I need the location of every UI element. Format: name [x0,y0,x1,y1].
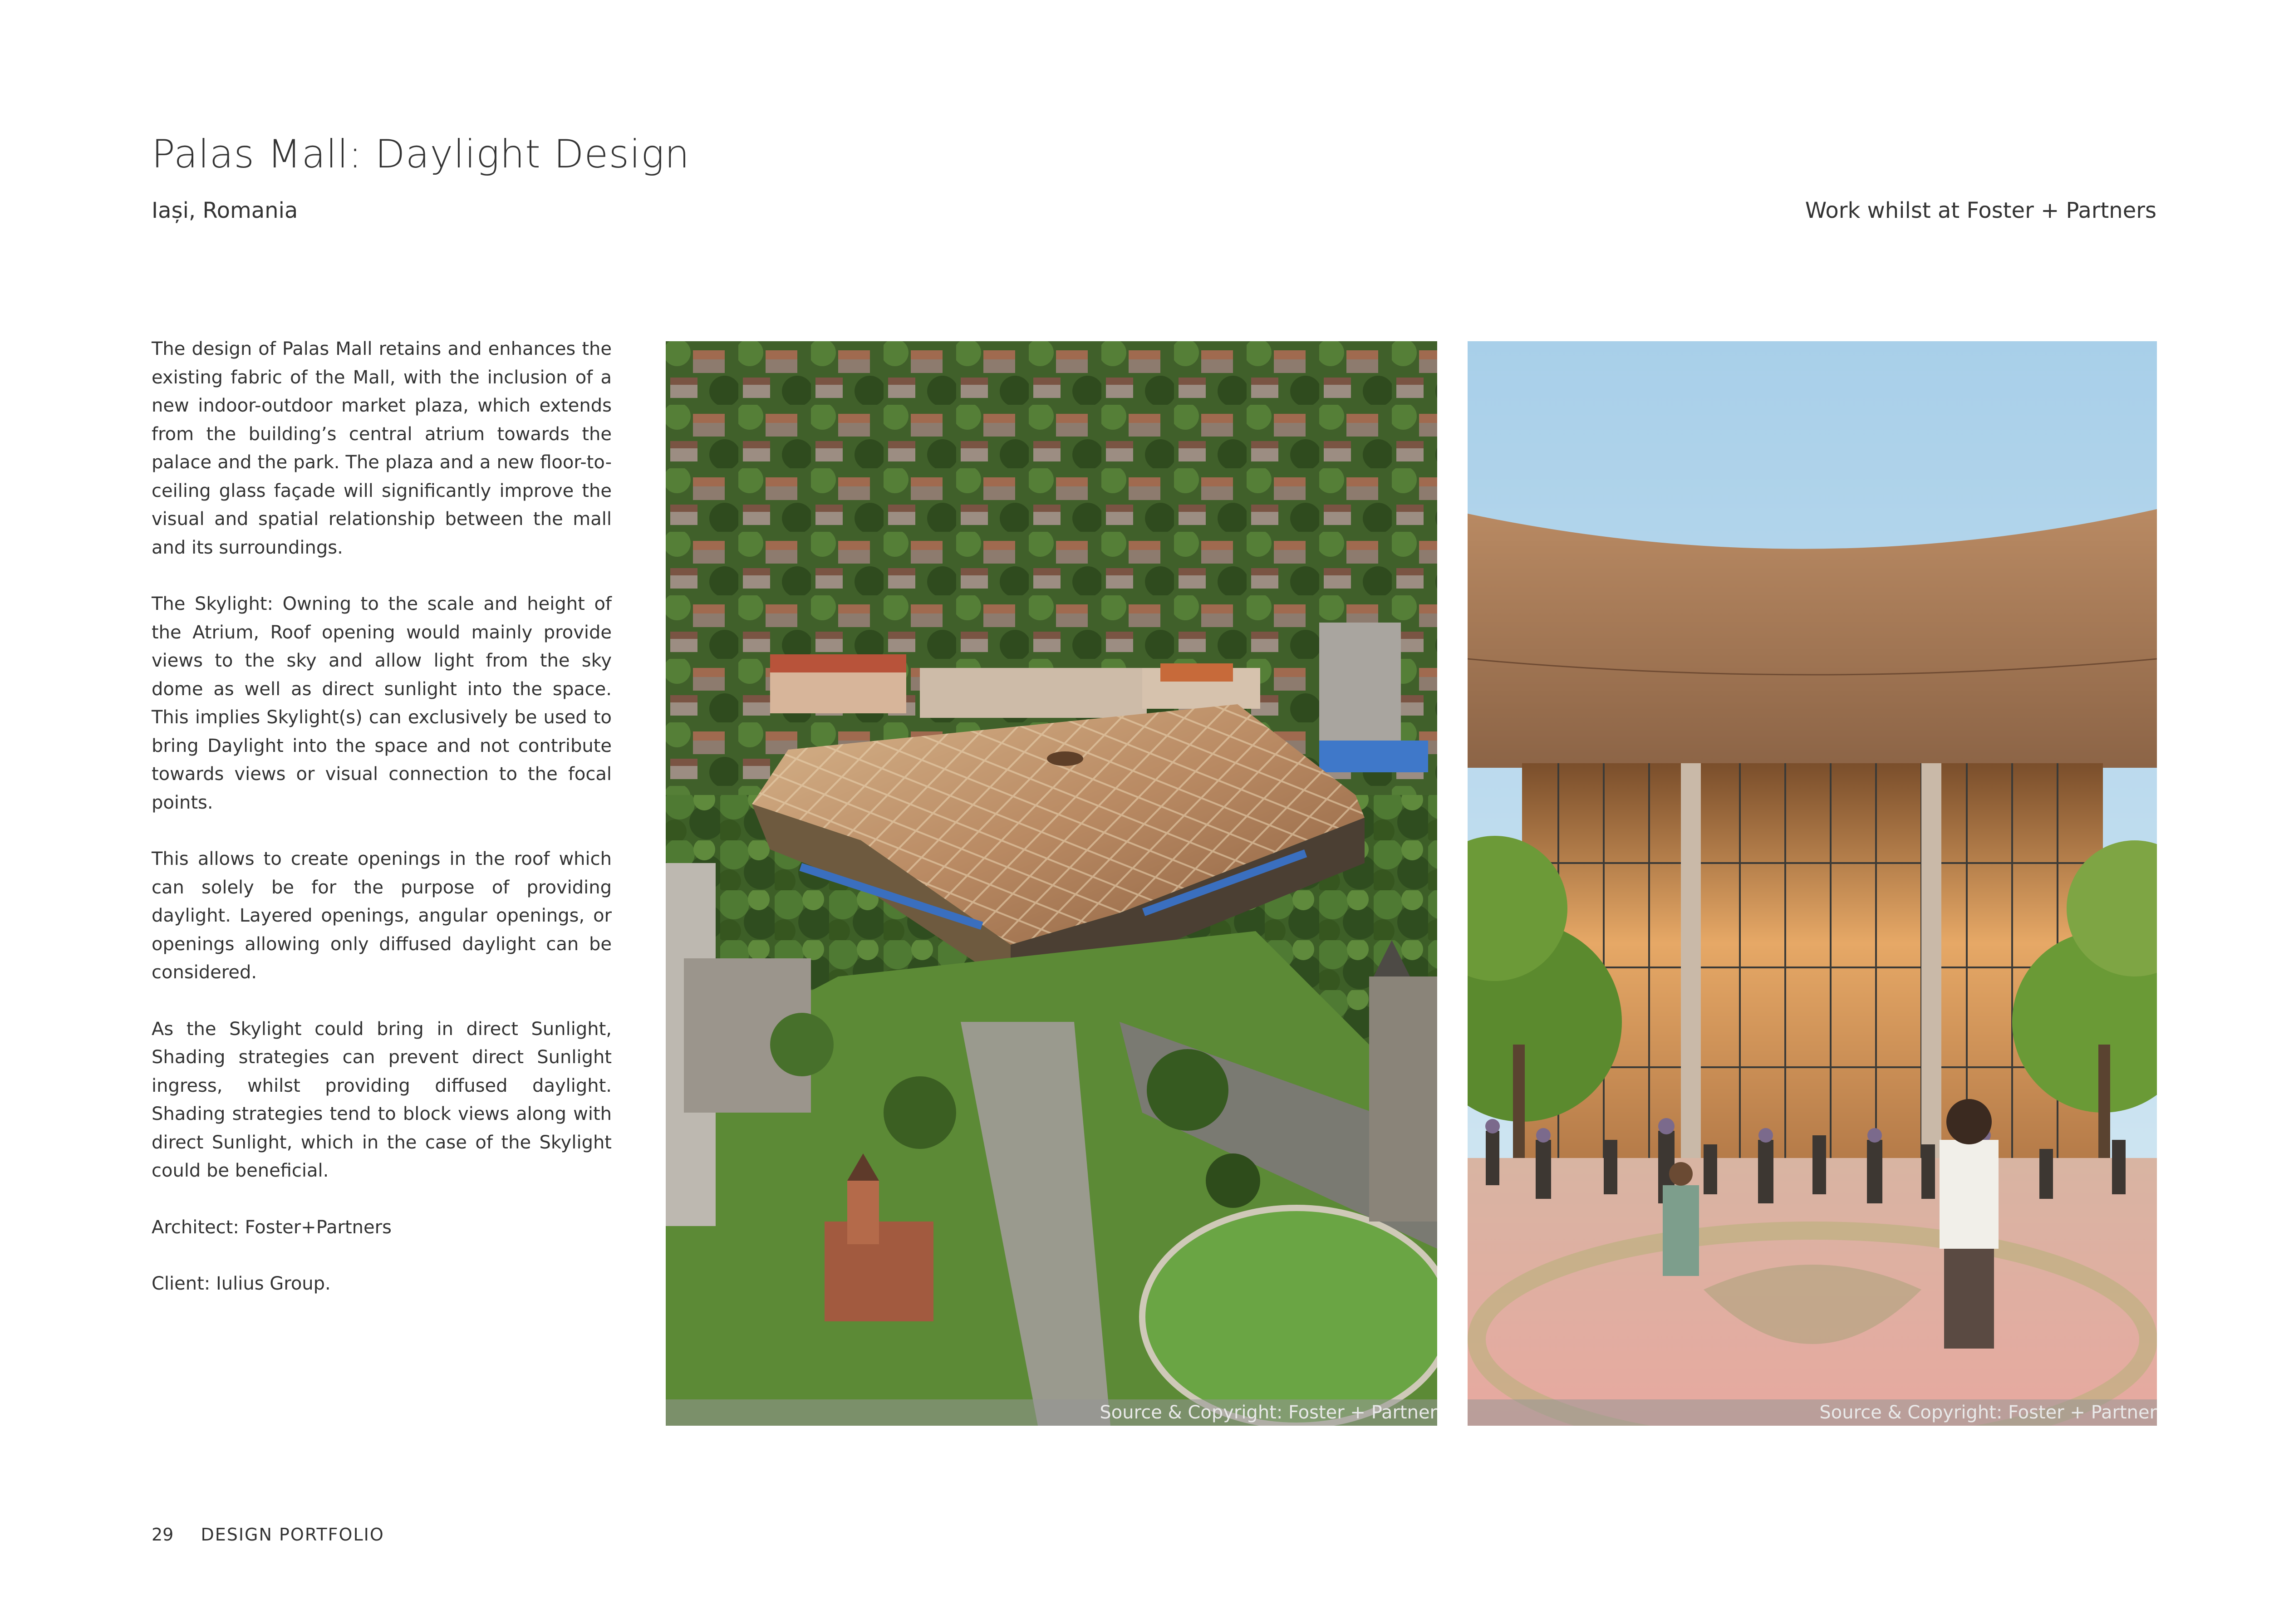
client-credit: Client: Iulius Group. [152,1273,331,1294]
project-description [152,335,612,1326]
description-paragraph-1: The design of Palas Mall retains and enhances the existing fabric of the Mall, with the inclusion of a new indoor-outdoor market plaza, which extends from the building’s central atrium towards the palace and the park. The plaza and a new floor-to-ceiling glass façade will significantly improve the visual and spatial relationship between the mall and its surroundings. [152,339,612,558]
description-paragraph-4: As the Skylight could bring in direct Sunlight, Shading strategies can prevent direct Sunlight ingress, whilst providing diffused daylight. Shading strategies tend to block views along with direct Sunlight, which in the case of the Skylight could be beneficial. [152,1018,612,1181]
plaza-render-caption: Source & Copyright: Foster + Partner [1468,1399,2157,1426]
plaza-render-icon [1468,341,2157,1426]
aerial-photo-caption: Source & Copyright: Foster + Partner [666,1399,1437,1426]
aerial-photo [666,341,1437,1426]
portfolio-label: DESIGN PORTFOLIO [201,1525,384,1545]
work-note: Work whilst at Foster + Partners [1805,198,2156,223]
page-footer [152,1525,384,1545]
description-paragraph-2: The Skylight: Owning to the scale and height of the Atrium, Roof opening would mainly provide views to the sky and allow light from the sky dome as well as direct sunlight into the space. This implies Skylight(s) can exclusively be used to bring Daylight into the space and not contribute towards views or visual connection to the focal points. [152,594,612,813]
aerial-photo-icon [666,341,1437,1426]
description-paragraph-3: This allows to create openings in the roof which can solely be for the purpose of providing daylight. Layered openings, angular openings, or openings allowing only diffused daylight can be considered. [152,849,612,983]
page-number: 29 [152,1525,174,1545]
architect-credit: Architect: Foster+Partners [152,1217,392,1238]
plaza-render [1468,341,2157,1426]
page-title: Palas Mall: Daylight Design [152,132,690,177]
project-location: Iași, Romania [152,198,298,223]
